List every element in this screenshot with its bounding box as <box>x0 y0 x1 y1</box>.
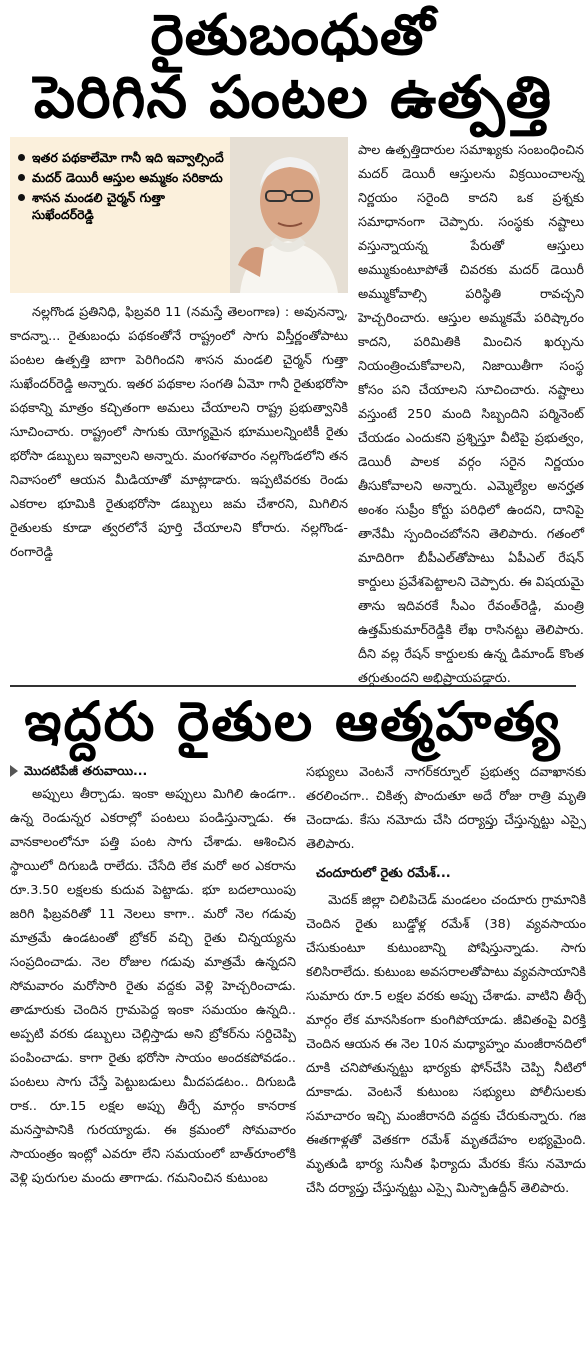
highlight-item: మదర్‌ డెయిరీ ఆస్తుల అమ్మకం సరికాదు <box>16 169 226 186</box>
story2-body-right-bottom: మెదక్‌ జిల్లా చిలిపిచెడ్‌ మండలం చందూరు గ్రామానికి చెందిన రైతు బుడ్డోళ్ల రమేశ్‌ (38) వ్యవసాయం చేసుకుంటూ కుటుంబాన్ని పోషిస్తున్నాడు. సాగు కలిసిరాలేదు. కుటుంబ అవసరాలతోపాటు వ్యవసాయానికి సుమారు రూ.5 లక్షల వరకు అప్పు చేశాడు. వాటిని తీర్చే మార్గం లేక మానసికంగా కుంగిపోయాడు. జీవితంపై విరక్తి చెందిన ఆయన ఈ నెల 10న మధ్యాహ్నం మంజీరానదిలో దూకి చనిపోతున్నట్టు భార్యకు ఫోన్‌చేసి చెప్పి నీటిలో దూకాడు. వెంటనే కుటుంబ సభ్యులు పోలీసులకు సమాచారం ఇచ్చి మంజీరానది వద్దకు చేరుకున్నారు. గజ ఈతగాళ్లతో వెతకగా రమేశ్‌ మృతదేహం లభ్యమైంది. మృతుడి భార్య సునీత ఫిర్యాదు మేరకు కేసు నమోదు చేసి దర్యాప్తు చేస్తున్నట్టు ఎస్సై మిస్బాఉద్దీన్‌ తెలిపారు. <box>306 893 586 1197</box>
highlights-list <box>16 149 226 226</box>
continued-text: మొదటిపేజీ తరువాయి... <box>24 763 148 779</box>
story2-right-column <box>306 761 586 1201</box>
story2 <box>10 761 586 1321</box>
story2-body-left: అప్పులు తీర్చాడు. ఇంకా అప్పులు మిగిలి ఉండగా.. ఉన్న రెండున్నర ఎకరాల్లో పంటలు పండిస్తున్నాడు. ఈ వానకాలంలోనూ పత్తి పంట సాగు చేశాడు. ఆశించిన స్థాయిలో దిగుబడి రాలేదు. చేసేది లేక మరో అర ఎకరాను రూ.3.50 లక్షలకు కుదువ పెట్టాడు. భూ బదలాయింపు జరిగి ఫిబ్రవరితో 11 నెలలు కాగా.. మరో నెల గడువు మాత్రమే ఉండటంతో బ్రోకర్‌ వచ్చి రైతు చిన్నయ్యను సంప్రదించాడు. నెల రోజుల గడువు మాత్రమే ఉన్నదని సోమవారం మరోసారి రైతు వద్దకు వెళ్లి హెచ్చరించాడు. తాడూరుకు చెందిన గ్రామపెద్ద ఇంకా సమయం ఉన్నది.. అప్పటి వరకు డబ్బులు చెల్లిస్తాడు అని బ్రోకర్‌ను సర్దిచెప్పి పంపించాడు. కాగా రైతు భరోసా సాయం అందకపోవడం.. పంటలు సాగు చేస్తే పెట్టుబడులు మీదపడటం.. దిగుబడి రాక.. రూ.15 లక్షల అప్పు తీర్చే మార్గం కానరాక మనస్తాపానికి గురయ్యాడు. ఈ క్రమంలో సోమవారం సాయంత్రం ఇంట్లో ఎవరూ లేని సమయంలో బాత్‌రూంలోకి వెళ్లి పురుగుల మందు తాగాడు. గమనించిన కుటుంబ <box>10 787 296 1187</box>
story2-subhead: చందూరులో రైతు రమేశ్‌... <box>316 866 451 882</box>
story2-left-column <box>10 761 296 1191</box>
story2-headline: ఇద్దరు రైతుల ఆత్మహత్య <box>24 690 562 754</box>
story2-body-right-top: సభ్యులు వెంటనే నాగర్‌కర్నూల్‌ ప్రభుత్వ దవాఖానకు తరలించగా.. చికిత్స పొందుతూ అదే రోజు రాత్రి మృతి చెందాడు. కేసు నమోదు చేసి దర్యాప్తు చేస్తున్నట్టు ఎస్సై తెలిపారు. <box>306 765 586 853</box>
highlight-item: శాసన మండలి చైర్మన్‌ గుత్తా సుఖేందర్‌రెడ్డి <box>16 189 226 223</box>
portrait-illustration <box>230 137 348 293</box>
speaker-photo <box>230 137 348 293</box>
story1-body-left: నల్లగొండ ప్రతినిధి, ఫిబ్రవరి 11 (నమస్తే తెలంగాణ) : అవునన్నా, కాదన్నా... రైతుబంధు పథకంతోనే రాష్ట్రంలో సాగు విస్తీర్ణంతోపాటు పంటల ఉత్పత్తి బాగా పెరిగిందని శాసన మండలి చైర్మన్‌ గుత్తా సుఖేందర్‌రెడ్డి అన్నారు. ఇతర పథకాల సంగతి ఏమో గానీ రైతుభరోసా పథకాన్ని మాత్రం కచ్చితంగా అమలు చేయాలని రాష్ట్ర ప్రభుత్వానికి సూచించారు. రాష్ట్రంలో సాగుకు యోగ్యమైన భూములన్నింటికీ రైతు భరోసా డబ్బులు ఇవ్వాలని అన్నారు. మంగళవారం నల్లగొండలోని తన నివాసంలో ఆయన మీడియాతో మాట్లాడారు. ఇప్పటివరకు రెండు ఎకరాల భూమికి రైతుభరోసా డబ్బులు జమ చేశారని, మిగిలిన రైతులకు కూడా త్వరలోనే పూర్తి చేయాలని కోరారు. నల్లగొండ-రంగారెడ్డి <box>10 305 348 561</box>
story1-headline-line2: పెరిగిన పంటల ఉత్పత్తి <box>33 63 553 132</box>
story1-right-column <box>358 139 584 691</box>
arrow-right-icon <box>10 765 18 777</box>
story1-headline-line1: రైతుబంధుతో <box>150 3 436 68</box>
continued-label <box>10 761 296 781</box>
story1-left-column <box>10 137 348 565</box>
story1-body-right: పాల ఉత్పత్తిదారుల సమాఖ్యకు సంబంధించిన మదర్‌ డెయిరీ ఆస్తులను విక్రయించాలన్న నిర్ణయం సరైంది కాదని ఒక ప్రశ్నకు సమాధానంగా చెప్పారు. సంస్థకు నష్టాలు వస్తున్నాయన్న పేరుతో ఆస్తులు అమ్ముకుంటూపోతే చివరకు మదర్‌ డెయిరీ అమ్ముకోవాల్సి పరిస్థితి రావచ్చని హెచ్చరించారు. ఆస్తుల అమ్మకమే పరిష్కారం కాదని, పరిమితికి మించిన ఖర్చును నియంత్రించుకోవాలని, నిజాయితీగా సంస్థ కోసం పని చేయాలని సూచించారు. నష్టాలు వస్తుంటే 250 మంది సిబ్బందిని పర్మినెంట్‌ చేయడం ఎందుకని ప్రశ్నిస్తూ వీటిపై ప్రభుత్వం, డెయిరీ పాలక వర్గం సరైన నిర్ణయం తీసుకోవాలని అన్నారు. ఎమ్మెల్యేల అనర్హత అంశం సుప్రీం కోర్టు పరిధిలో ఉందని, దానిపై తానేమీ స్పందించబోనని తెలిపారు. గతంలో మాదిరిగా బీపీఎల్‌తోపాటు ఏపీఎల్‌ రేషన్‌ కార్డులు ప్రవేశపెట్టాలని చెప్పారు. ఈ విషయమై తాను ఇదివరకే సీఎం రేవంత్‌రెడ్డి, మంత్రి ఉత్తమ్‌కుమార్‌రెడ్డికి లేఖ రాసినట్టు తెలిపారు. దీని వల్ల రేషన్‌ కార్డులకు ఉన్న డిమాండ్‌ కొంత తగ్గుతుందని అభిప్రాయపడ్డారు. <box>358 143 584 687</box>
highlight-item: ఇతర పథకాలేమో గానీ ఇది ఇవ్వాల్సిందే <box>16 149 226 166</box>
story1 <box>10 137 584 687</box>
highlights-box <box>10 137 348 293</box>
